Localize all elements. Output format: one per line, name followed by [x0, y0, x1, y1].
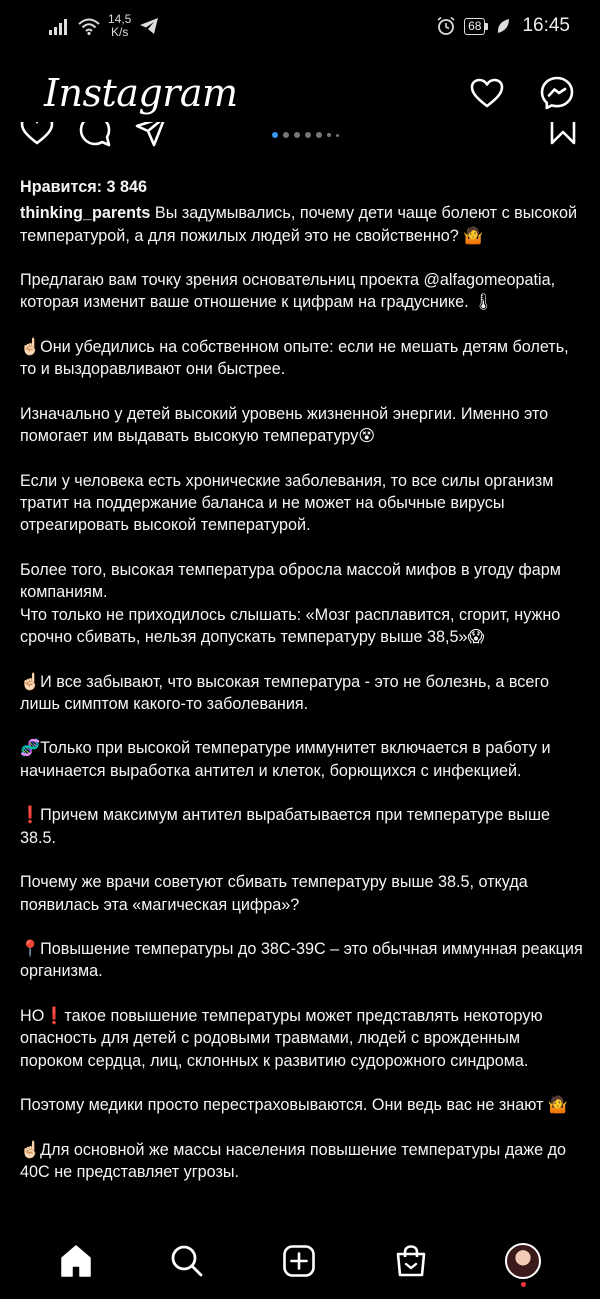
app-header [0, 58, 600, 128]
create-icon[interactable] [282, 1244, 316, 1278]
carousel-dot [305, 132, 311, 138]
carousel-dot [316, 132, 322, 138]
save-bookmark-icon[interactable] [548, 122, 578, 146]
caption-paragraph: Изначально у детей высокий уровень жизненной энергии. Именно это помогает им выдавать высокую температуру😵 [20, 404, 549, 446]
caption-paragraph: ☝🏻И все забывают, что высокая температура - это не болезнь, а всего лишь симптом какого-то заболевания. [20, 672, 549, 713]
carousel-dot [294, 132, 300, 138]
share-icon[interactable] [134, 122, 168, 148]
carousel-indicator [272, 132, 339, 138]
caption-paragraph: ❗️Причем максимум антител вырабатывается при температуре выше 38.5. [20, 806, 550, 847]
caption-paragraph: Если у человека есть хронические заболевания, то все силы организм тратит на поддержание баланса и не может на обычные вирусы отреагировать высокой температурой. [20, 471, 554, 535]
notification-dot [521, 1282, 526, 1287]
caption-paragraph: Поэтому медики просто перестраховываются. Они ведь вас не знают 🤷 [20, 1096, 569, 1115]
messenger-icon[interactable] [540, 76, 574, 110]
shop-icon[interactable] [394, 1244, 428, 1278]
post-action-row [0, 122, 600, 158]
caption-paragraph: Предлагаю вам точку зрения основательниц проекта @alfagomeopatia, которая изменит ваше отношение к цифрам на градуснике. 🌡 [20, 271, 556, 312]
instagram-logo[interactable]: Instagram [44, 71, 238, 115]
status-bar [0, 0, 600, 52]
caption-paragraph: Почему же врачи советуют сбивать температуру выше 38.5, откуда появилась эта «магическая цифра»? [20, 873, 528, 914]
carousel-dot [283, 132, 289, 138]
carousel-dot [327, 133, 331, 137]
profile-avatar[interactable] [505, 1243, 541, 1279]
telegram-icon [139, 17, 159, 35]
signal-icon [48, 17, 70, 35]
likes-count[interactable]: Нравится: 3 846 [20, 178, 148, 196]
alarm-icon [436, 16, 456, 36]
home-icon[interactable] [59, 1244, 93, 1278]
leaf-icon [496, 18, 510, 34]
comment-icon[interactable] [78, 122, 112, 148]
carousel-dot [336, 134, 339, 137]
caption-paragraph: ☝🏻Для основной же массы населения повышение температуры даже до 40С не представляет угрозы. [20, 1140, 567, 1182]
clock: 16:45 [522, 15, 570, 36]
network-speed: 14,5 K/s [108, 12, 132, 39]
caption-paragraph: Более того, высокая температура обросла массой мифов в угоду фарм компаниям. Что только не приходилось слышать: «Мозг расплавится, сгорит, нужно срочно сбивать, нельзя допускать температуру выше 38,5»😱 [20, 561, 561, 646]
caption-intro [20, 202, 586, 247]
caption-paragraph: ☝🏻Они убедились на собственном опыте: если не мешать детям болеть, то и выздоравливают они быстрее. [20, 338, 569, 379]
bottom-navigation [0, 1222, 600, 1299]
heart-icon[interactable] [470, 78, 504, 108]
post-username[interactable]: thinking_parents [20, 204, 151, 223]
caption-paragraph: НО❗️такое повышение температуры может представлять некоторую опасность для детей с родовыми травмами, людей с врожденным пороком сердца, лиц, склонных к развитию судорожного синдрома. [20, 1006, 543, 1070]
caption-paragraph: 📍Повышение температуры до 38С-39С – это обычная иммунная реакция организма. [20, 940, 583, 981]
caption-paragraph: 🧬Только при высокой температуре иммунитет включается в работу и начинается выработка антител и клеток, борющихся с инфекцией. [20, 739, 551, 780]
search-icon[interactable] [170, 1244, 204, 1278]
like-icon[interactable] [20, 122, 54, 146]
carousel-dot [272, 132, 278, 138]
caption-first-text: Вы задумывались, почему дети чаще болеют с высокой температурой, а для пожилых людей это не свойственно? 🤷 [20, 204, 577, 245]
battery-icon: 68 [464, 18, 488, 35]
wifi-icon [78, 17, 100, 35]
post-caption [20, 176, 586, 1183]
